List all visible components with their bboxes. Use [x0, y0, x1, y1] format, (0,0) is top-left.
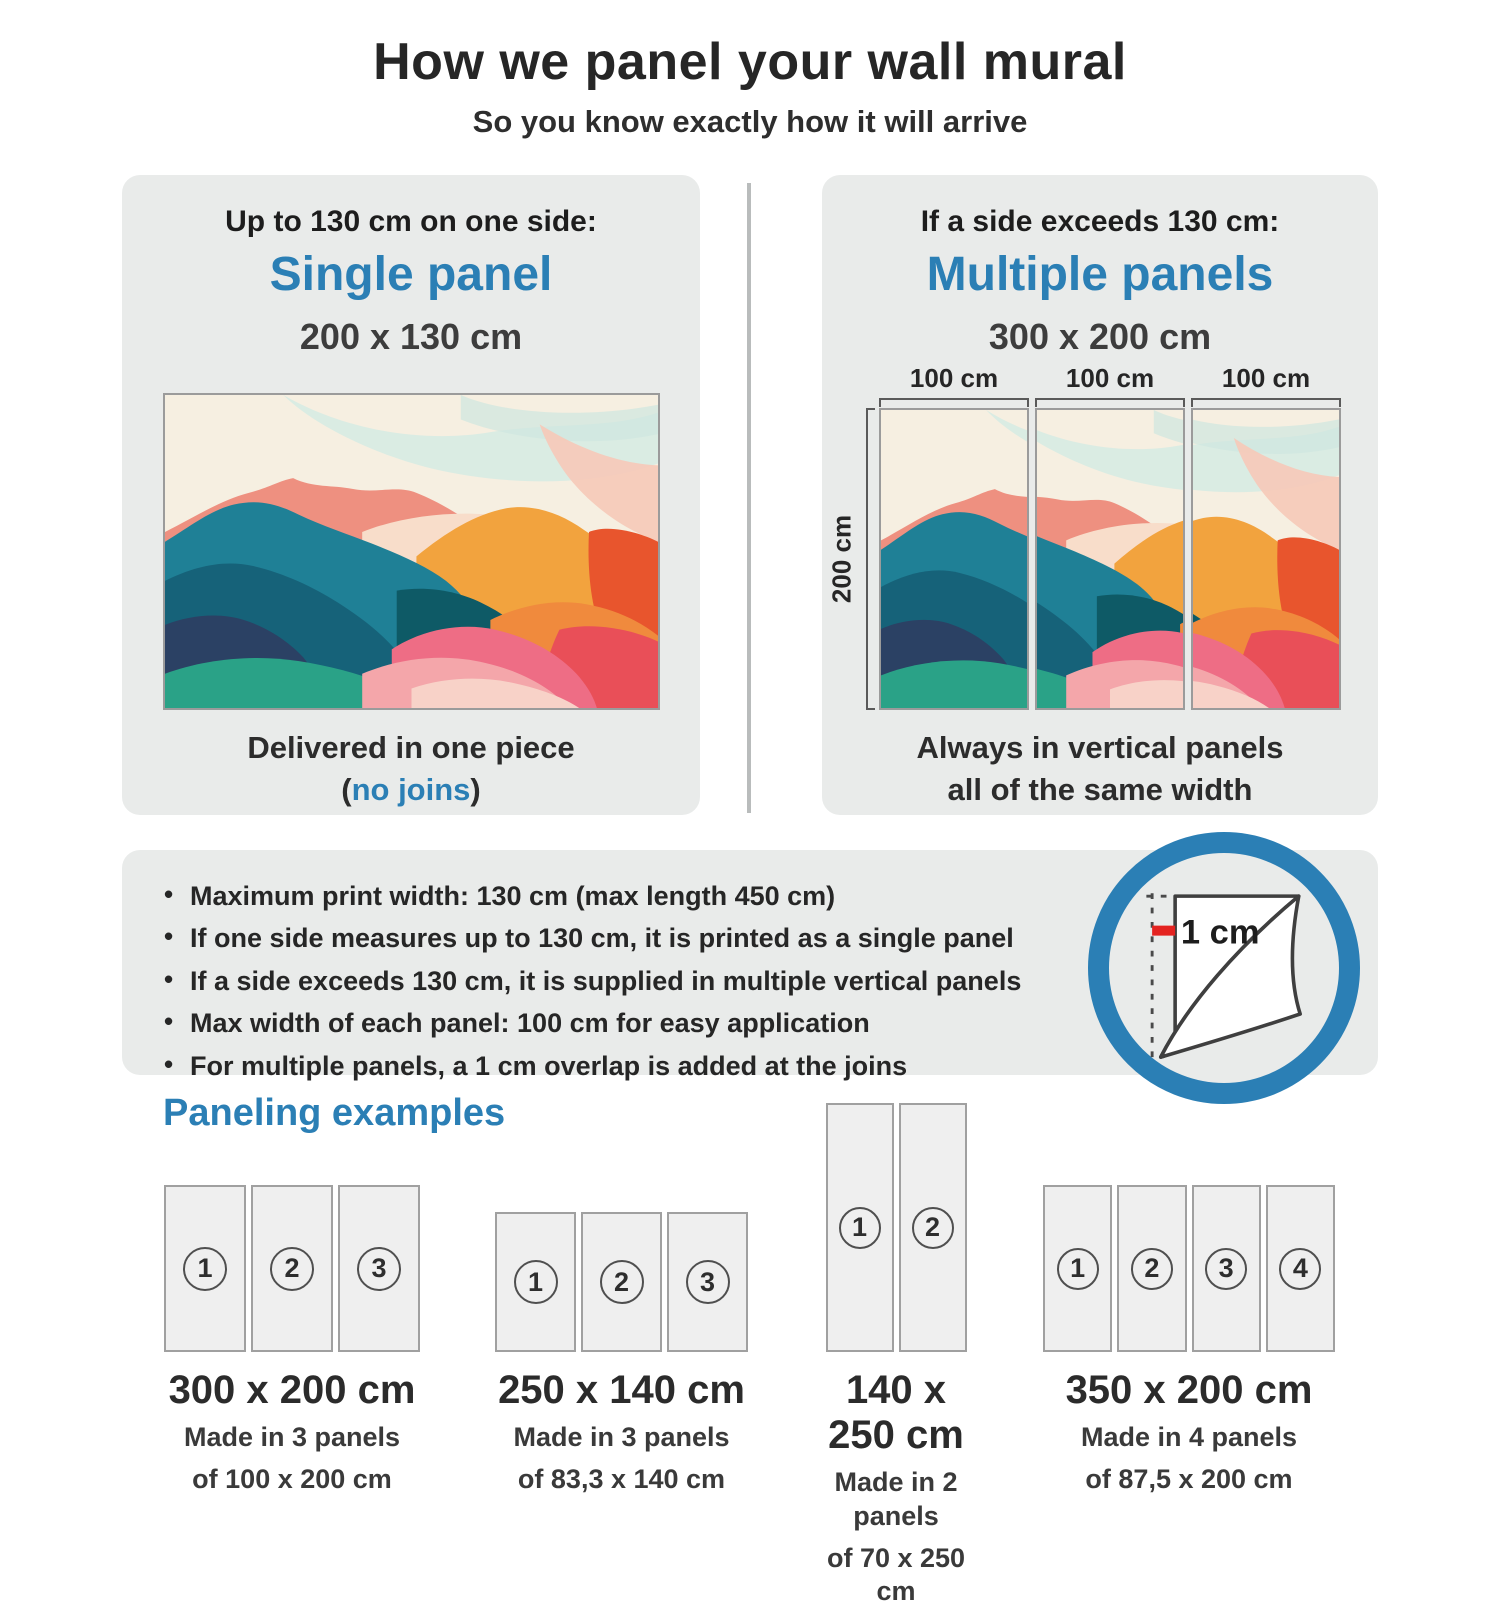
multiple-panels-size: 300 x 200 cm [822, 316, 1378, 358]
single-panel-size: 200 x 130 cm [122, 316, 700, 358]
single-panel-title: Single panel [122, 247, 700, 302]
example-panel [1192, 1185, 1261, 1352]
example-panel [826, 1103, 894, 1352]
panel-number-badge: 1 [514, 1260, 558, 1304]
example-detail: of 70 x 250 cm [825, 1542, 967, 1609]
page-title: How we panel your wall mural [0, 32, 1500, 92]
page-header [0, 32, 1500, 140]
multiple-panels-footer-line1: Always in vertical panels [822, 727, 1378, 769]
example-detail: Made in 2 panels [825, 1466, 967, 1534]
width-measure-label-2: 100 cm [1035, 363, 1185, 394]
panel-number-badge: 2 [270, 1247, 314, 1291]
multiple-panels-card [822, 175, 1378, 815]
width-measure-bracket-2 [1035, 398, 1185, 407]
example-detail: of 83,3 x 140 cm [495, 1463, 748, 1497]
artwork-panel-1 [879, 408, 1029, 710]
example-350x200 [1043, 1103, 1335, 1497]
example-panel [1117, 1185, 1186, 1352]
example-1-panels [163, 1103, 421, 1352]
no-joins-label: no joins [352, 772, 471, 807]
example-panel [251, 1185, 333, 1352]
panel-strip-group [879, 408, 1341, 710]
single-panel-footer-line1: Delivered in one piece [122, 727, 700, 769]
example-panel [667, 1212, 748, 1352]
paren-close: ) [470, 772, 480, 807]
width-measure-label-3: 100 cm [1191, 363, 1341, 394]
multiple-panels-title: Multiple panels [822, 247, 1378, 302]
example-detail: Made in 3 panels [163, 1421, 421, 1455]
page-subtitle: So you know exactly how it will arrive [0, 104, 1500, 140]
panel-number-badge: 1 [839, 1207, 881, 1249]
example-size: 350 x 200 cm [1043, 1368, 1335, 1413]
example-detail: of 87,5 x 200 cm [1043, 1463, 1335, 1497]
example-detail: of 100 x 200 cm [163, 1463, 421, 1497]
example-300x200 [163, 1103, 421, 1497]
height-measure-label: 200 cm [827, 515, 858, 603]
example-size: 300 x 200 cm [163, 1368, 421, 1413]
info-bullet-2: • If one side measures up to 130 cm, it is printed as a single panel [160, 922, 1378, 954]
info-bullet-3: • If a side exceeds 130 cm, it is supplied in multiple vertical panels [160, 965, 1378, 997]
single-panel-condition: Up to 130 cm on one side: [122, 205, 700, 239]
multiple-panels-figure [822, 360, 1378, 710]
artwork-panel-3 [1191, 408, 1341, 710]
height-measure-bracket [866, 408, 875, 710]
artwork-panel-2 [1035, 408, 1185, 710]
info-bullet-1: • Maximum print width: 130 cm (max length 450 cm) [160, 880, 1378, 912]
panel-number-badge: 3 [357, 1247, 401, 1291]
example-panel [164, 1185, 246, 1352]
example-panel [1043, 1185, 1112, 1352]
panel-number-badge: 3 [1205, 1248, 1247, 1290]
paren-open: ( [341, 772, 351, 807]
example-detail: Made in 3 panels [495, 1421, 748, 1455]
card-divider [747, 183, 751, 813]
example-3-panels [825, 1103, 967, 1352]
watercolor-artwork [165, 395, 658, 708]
single-panel-footer [122, 727, 700, 811]
panel-number-badge: 2 [1131, 1248, 1173, 1290]
example-detail: Made in 4 panels [1043, 1421, 1335, 1455]
multiple-panels-footer-line2: all of the same width [822, 769, 1378, 811]
panel-number-badge: 2 [912, 1207, 954, 1249]
panel-number-badge: 4 [1279, 1248, 1321, 1290]
info-bullet-4: • Max width of each panel: 100 cm for easy application [160, 1007, 1378, 1039]
example-panel [495, 1212, 576, 1352]
overlap-illustration-circle [1088, 832, 1360, 1104]
overlap-measure-label: 1 cm [1181, 914, 1260, 952]
single-panel-artwork [163, 393, 660, 710]
example-panel [581, 1212, 662, 1352]
width-measure-bracket-1 [879, 398, 1029, 407]
example-size: 250 x 140 cm [495, 1368, 748, 1413]
example-panel [899, 1103, 967, 1352]
width-measure-label-1: 100 cm [879, 363, 1029, 394]
info-bullet-5: • For multiple panels, a 1 cm overlap is added at the joins [160, 1050, 1378, 1082]
width-measure-bracket-3 [1191, 398, 1341, 407]
examples-heading: Paneling examples [163, 1092, 505, 1135]
single-panel-card [122, 175, 700, 815]
panel-number-badge: 2 [600, 1260, 644, 1304]
panel-number-badge: 3 [686, 1260, 730, 1304]
example-250x140 [495, 1103, 748, 1497]
page-curl-icon [1109, 853, 1339, 1083]
multiple-panels-footer [822, 727, 1378, 811]
example-140x250 [825, 1103, 967, 1609]
panel-number-badge: 1 [183, 1247, 227, 1291]
example-4-panels [1043, 1103, 1335, 1352]
example-size: 140 x 250 cm [825, 1368, 967, 1458]
example-2-panels [495, 1103, 748, 1352]
example-panel [338, 1185, 420, 1352]
panel-number-badge: 1 [1057, 1248, 1099, 1290]
multiple-panels-condition: If a side exceeds 130 cm: [822, 205, 1378, 239]
single-panel-footer-line2 [122, 769, 700, 811]
example-panel [1266, 1185, 1335, 1352]
